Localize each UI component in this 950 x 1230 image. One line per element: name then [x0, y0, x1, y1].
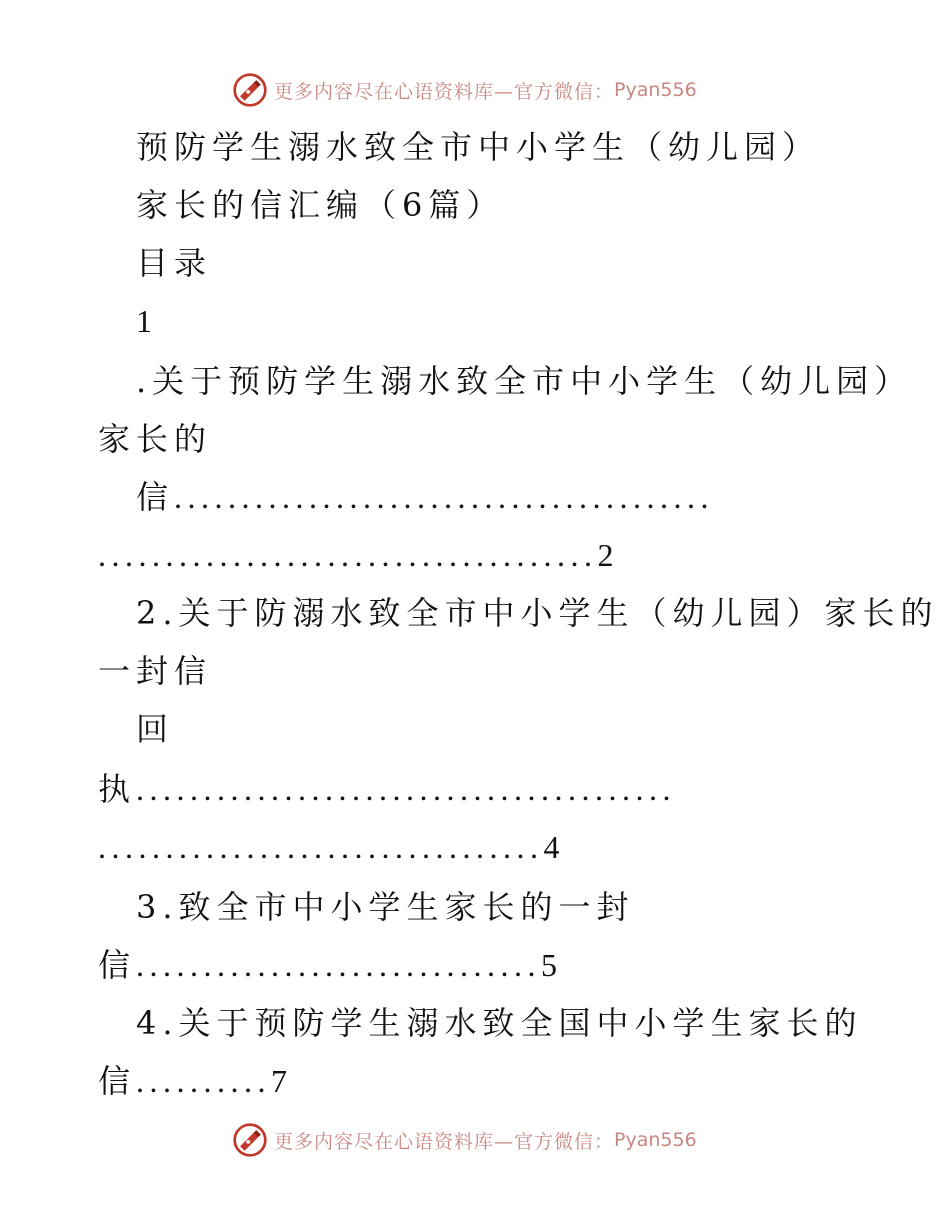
toc-entry-2-page: 4	[543, 829, 562, 865]
toc-entry-2-line	[98, 769, 676, 809]
toc-entry-1-number: 1	[136, 303, 154, 339]
watermark-text: 更多内容尽在心语资料库—官方微信：	[274, 80, 615, 103]
document-title-line-1: 预防学生溺水致全市中小学生（幼儿园）	[136, 128, 821, 166]
toc-entry-4-line	[98, 1061, 289, 1101]
toc-entry-1-leader-line	[98, 535, 616, 575]
toc-entry-2-title-cont: 一封信	[98, 652, 213, 690]
toc-entry-1-page: 2	[597, 537, 616, 573]
toc-entry-3-leader: ..............................	[136, 947, 542, 983]
document-title-line-2: 家长的信汇编（6篇）	[136, 186, 505, 224]
toc-entry-3-last-word: 信	[98, 946, 137, 984]
toc-heading: 目录	[136, 244, 213, 282]
toc-entry-2-leader-b: .................................	[98, 829, 544, 865]
watermark-banner-bottom	[232, 1120, 697, 1160]
toc-entry-4-leader: ..........	[136, 1063, 272, 1099]
toc-entry-2-title: 2.关于防溺水致全市中小学生（幼儿园）家长的	[136, 594, 939, 632]
toc-entry-3-page: 5	[541, 947, 560, 983]
watermark-banner-top	[232, 70, 697, 110]
watermark-text: 更多内容尽在心语资料库—官方微信：	[274, 1130, 615, 1153]
toc-entry-1-leader-b: .....................................	[98, 537, 598, 573]
toc-entry-3-title: 3.致全市中小学生家长的一封	[136, 888, 635, 926]
toc-entry-2-leader-line	[98, 827, 562, 867]
toc-entry-1-title: .关于预防学生溺水致全市中小学生（幼儿园）	[136, 362, 913, 400]
toc-entry-2-word: 回	[136, 710, 175, 748]
toc-entry-2-last-word: 执	[98, 770, 137, 808]
toc-entry-1-last-word: 信	[136, 478, 175, 516]
toc-entry-1-line	[136, 477, 714, 517]
toc-entry-4-page: 7	[271, 1063, 290, 1099]
toc-entry-2-leader-a: ........................................	[136, 771, 677, 807]
toc-entry-4-title: 4.关于预防学生溺水致全国中小学生家长的	[136, 1004, 863, 1042]
toc-entry-4-last-word: 信	[98, 1062, 137, 1100]
pen-logo-icon	[232, 72, 268, 108]
watermark-wechat-id: Pyan556	[614, 1129, 697, 1151]
toc-entry-1-leader-a: ........................................	[174, 479, 715, 515]
watermark-wechat-id: Pyan556	[614, 79, 697, 101]
toc-entry-1-title-cont: 家长的	[98, 420, 213, 458]
toc-entry-3-line	[98, 945, 559, 985]
pen-logo-icon	[232, 1122, 268, 1158]
